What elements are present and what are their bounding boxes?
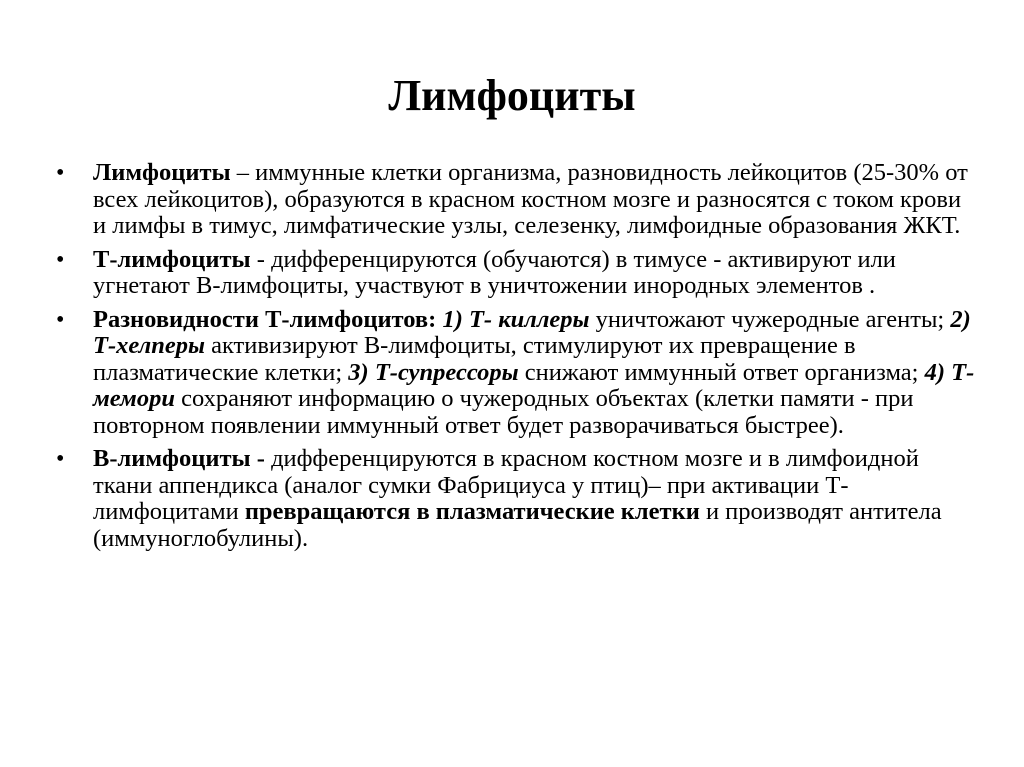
- bullet-icon: •: [56, 246, 65, 273]
- bullet-item-t-lymphocyte-types: [56, 307, 976, 440]
- bullet-list: [56, 160, 976, 559]
- term-t-suppressors: 3) Т-супрессоры: [348, 358, 519, 386]
- text-run: дифференцируются в красном костном мозге и в лимфоидной ткани аппендикса (аналог сумки Фабрициуса у птиц)– при активации Т-лимфоцитами: [93, 445, 919, 525]
- text-run: уничтожают чужеродные агенты;: [589, 305, 951, 333]
- bullet-item-t-lymphocytes: [56, 247, 976, 300]
- text-run: - дифференцируются (обучаются) в тимусе - активируют или угнетают В-лимфоциты, участвуют в уничтожении инородных элементов .: [93, 245, 896, 299]
- term-t-lymphocyte-types: Разновидности Т-лимфоцитов:: [93, 305, 437, 333]
- term-t-killers: 1) Т- киллеры: [442, 305, 590, 333]
- text-run: и производят антитела (иммуноглобулины).: [93, 498, 942, 552]
- term-t-helpers: 2) Т-хелперы: [93, 305, 971, 359]
- bullet-item-lymphocytes: [56, 160, 976, 240]
- bullet-item-b-lymphocytes: [56, 446, 976, 552]
- text-run: снижают иммунный ответ организма;: [518, 358, 925, 386]
- text-run: активизируют В-лимфоциты, стимулируют их превращение в плазматические клетки;: [93, 332, 856, 386]
- term-plasma-cells: превращаются в плазматические клетки: [244, 498, 700, 525]
- term-lymphocytes: Лимфоциты: [93, 159, 231, 186]
- term-t-lymphocytes: Т-лимфоциты: [93, 245, 251, 273]
- text-run: – иммунные клетки организма, разновидность лейкоцитов (25-30% от всех лейкоцитов), образуются в красном костном мозге и разносятся с током крови и лимфы в тимус, лимфатические узлы, селезенку, лимфоидные образования ЖКТ.: [93, 159, 968, 239]
- bullet-icon: •: [56, 160, 65, 186]
- text-run: сохраняют информацию о чужеродных объектах (клетки памяти - при повторном появлении иммунный ответ будет разворачиваться быстрее).: [93, 385, 914, 439]
- term-b-lymphocytes: В-лимфоциты -: [93, 445, 265, 472]
- page-title: Лимфоциты: [388, 71, 636, 120]
- bullet-icon: •: [56, 306, 65, 333]
- term-t-memory: 4) Т-мемори: [93, 358, 975, 412]
- bullet-icon: •: [56, 446, 65, 472]
